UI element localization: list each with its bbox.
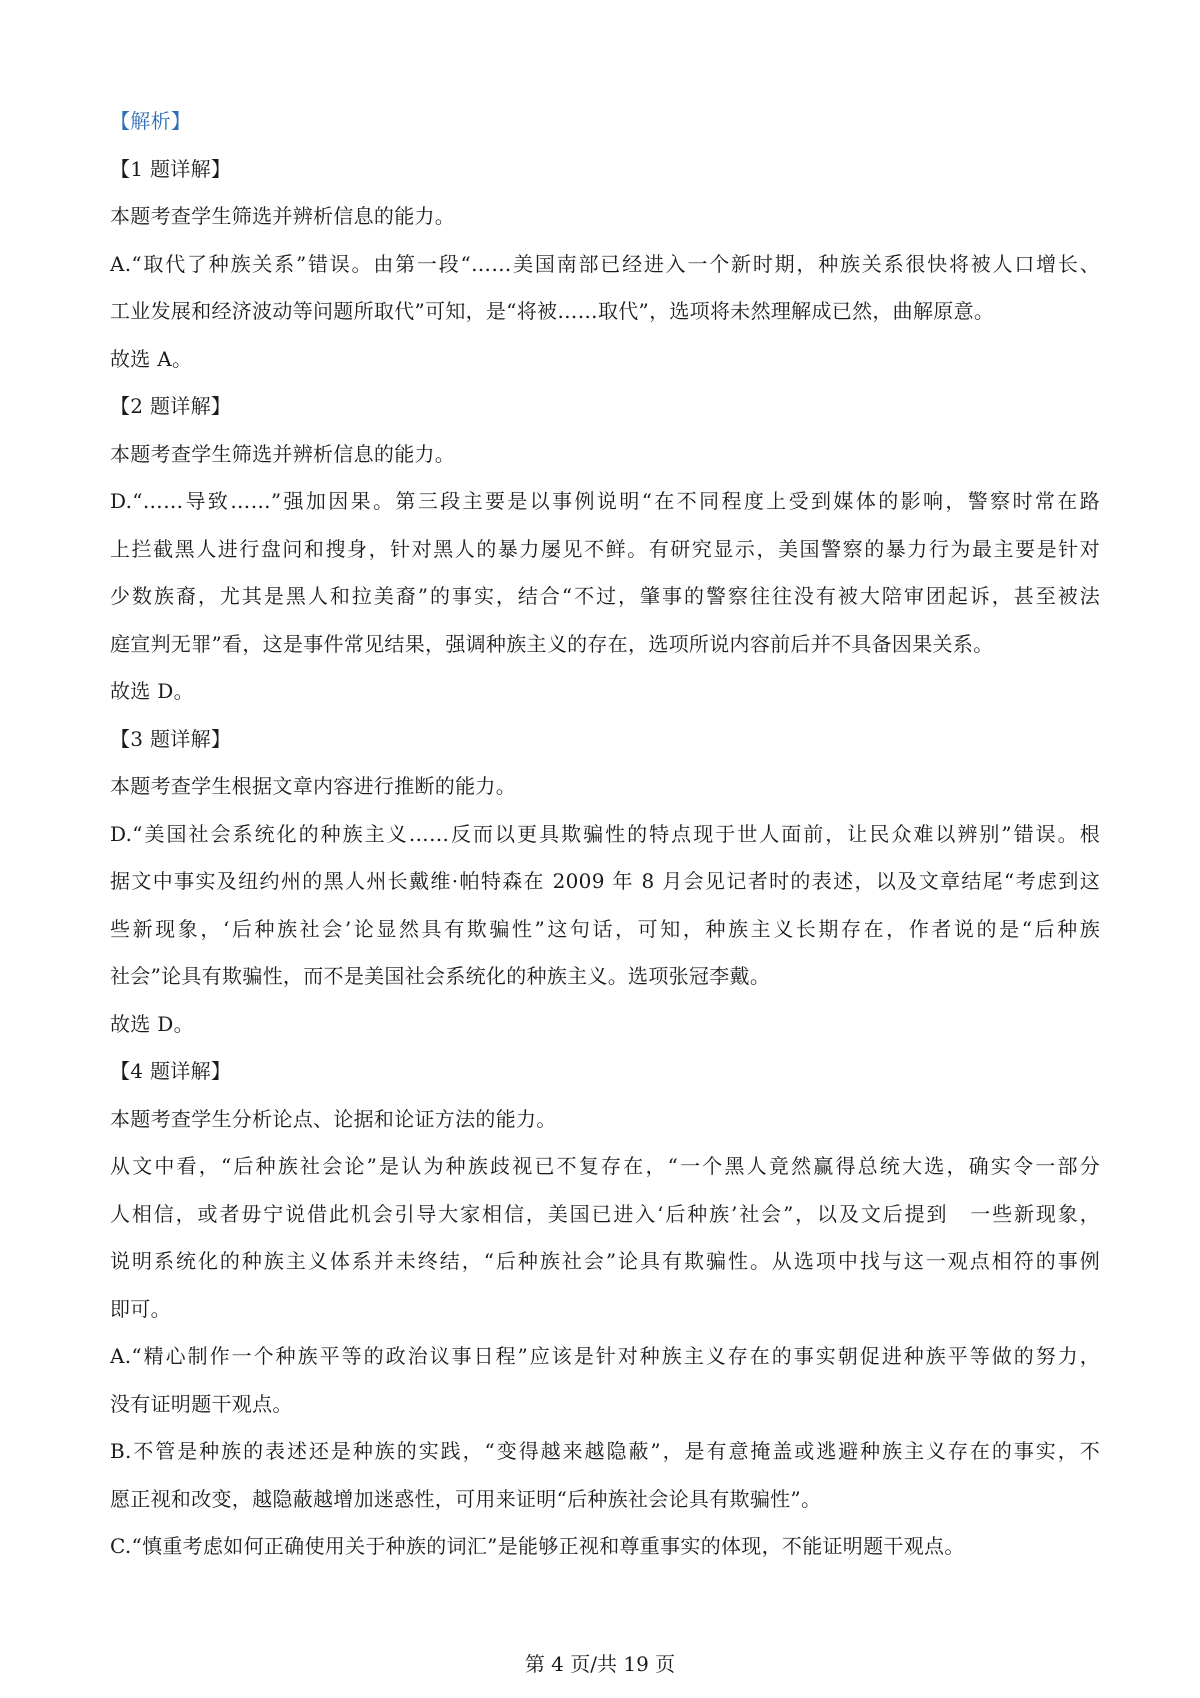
text-line: 即可。 [110, 1296, 171, 1321]
text-line: 故选 A。 [110, 346, 193, 371]
page-footer: 第 4 页/共 19 页 [524, 1652, 676, 1676]
document-body [110, 98, 1100, 1571]
text-line: 人相信，或者毋宁说借此机会引导大家相信，美国已进入‘后种族’社会”，以及文后提到 一些新现象， [110, 1201, 1100, 1226]
text-line: D.“美国社会系统化的种族主义……反而以更具欺骗性的特点现于世人面前，让民众难以辨别”错误。根 [110, 821, 1100, 846]
text-line: 庭宣判无罪”看，这是事件常见结果，强调种族主义的存在，选项所说内容前后并不具备因果关系。 [110, 631, 994, 656]
text-line: 从文中看，“后种族社会论”是认为种族歧视已不复存在，“一个黑人竟然赢得总统大选，确实令一部分 [110, 1154, 1100, 1178]
text-line: 愿正视和改变，越隐蔽越增加迷惑性，可用来证明“后种族社会论具有欺骗性”。 [110, 1486, 822, 1511]
text-line: 故选 D。 [110, 679, 194, 703]
text-line: 说明系统化的种族主义体系并未终结，“后种族社会”论具有欺骗性。从选项中找与这一观点相符的事例 [110, 1249, 1100, 1273]
text-line: C.“慎重考虑如何正确使用关于种族的词汇”是能够正视和尊重事实的体现，不能证明题干观点。 [110, 1534, 965, 1558]
text-line: 少数族裔，尤其是黑人和拉美裔”的事实，结合“不过，肇事的警察往往没有被大陪审团起诉，甚至被法 [110, 584, 1100, 608]
text-line: 【4 题详解】 [110, 1059, 232, 1083]
text-line: 本题考查学生筛选并辨析信息的能力。 [110, 204, 456, 228]
text-line: 上拦截黑人进行盘问和搜身，针对黑人的暴力屡见不鲜。有研究显示，美国警察的暴力行为最主要是针对 [110, 536, 1100, 561]
text-line: 些新现象，‘后种族社会’论显然具有欺骗性”这句话，可知，种族主义长期存在，作者说的是“后种族 [110, 916, 1100, 941]
text-line: 社会”论具有欺骗性，而不是美国社会系统化的种族主义。选项张冠李戴。 [110, 964, 771, 988]
text-line: 本题考查学生筛选并辨析信息的能力。 [110, 441, 456, 466]
text-line: 据文中事实及纽约州的黑人州长戴维·帕特森在 2009 年 8 月会见记者时的表述，以及文章结尾“考虑到这 [110, 869, 1100, 893]
text-line: D.“……导致……”强加因果。第三段主要是以事例说明“在不同程度上受到媒体的影响，警察时常在路 [110, 489, 1100, 513]
text-line: 【2 题详解】 [110, 394, 232, 418]
text-line: 【1 题详解】 [110, 156, 232, 181]
text-line: A.“取代了种族关系”错误。由第一段“……美国南部已经进入一个新时期，种族关系很快将被人口增长、 [110, 251, 1100, 276]
text-line: A.“精心制作一个种族平等的政治议事日程”应该是针对种族主义存在的事实朝促进种族平等做的努力， [110, 1344, 1100, 1368]
analysis-heading: 【解析】 [110, 109, 192, 133]
text-line: 没有证明题干观点。 [110, 1391, 293, 1416]
text-line: 工业发展和经济波动等问题所取代”可知，是“将被……取代”，选项将未然理解成已然，曲解原意。 [110, 299, 995, 323]
text-line: 【3 题详解】 [110, 726, 232, 751]
text-line: 本题考查学生分析论点、论据和论证方法的能力。 [110, 1106, 557, 1131]
text-line: B.不管是种族的表述还是种族的实践，“变得越来越隐蔽”，是有意掩盖或逃避种族主义存在的事实，不 [110, 1439, 1100, 1463]
text-line: 本题考查学生根据文章内容进行推断的能力。 [110, 774, 516, 798]
text-line: 故选 D。 [110, 1011, 194, 1036]
